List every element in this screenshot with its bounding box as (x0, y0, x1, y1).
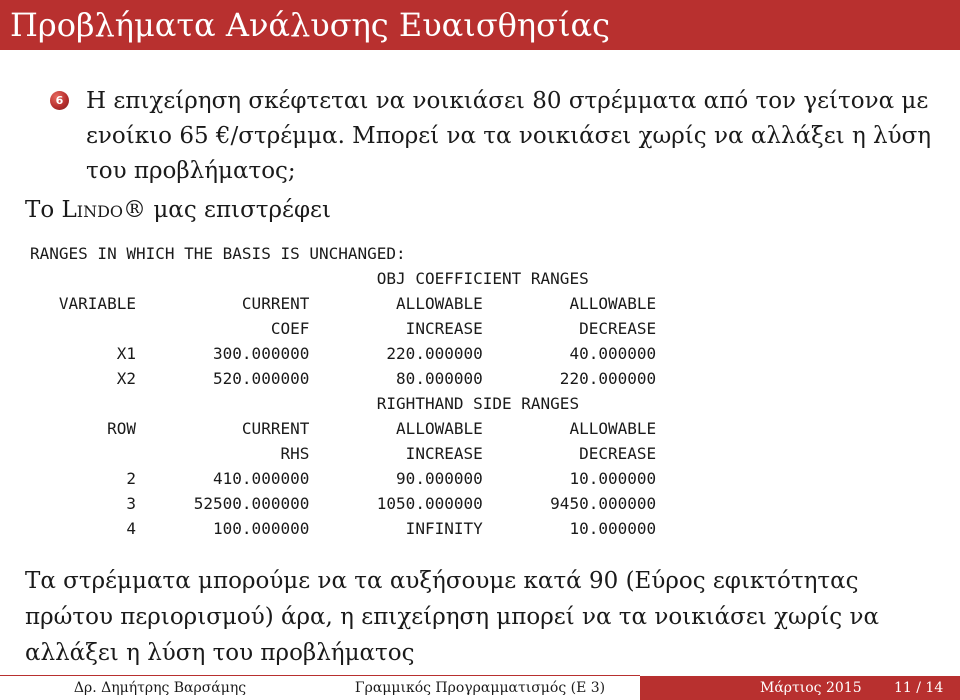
obj-table-row: X1 300.000000 220.000000 40.000000 (30, 344, 657, 363)
obj-column-headers: VARIABLE CURRENT ALLOWABLE ALLOWABLE (30, 294, 657, 313)
rhs-table-row: 3 52500.000000 1050.000000 9450.000000 (30, 494, 657, 513)
footer-bar (0, 676, 960, 700)
obj-column-headers-2: COEF INCREASE DECREASE (30, 319, 657, 338)
rhs-column-headers-2: RHS INCREASE DECREASE (30, 444, 657, 463)
obj-ranges-header: OBJ COEFFICIENT RANGES (30, 269, 589, 288)
intro-prefix: Το (25, 197, 62, 223)
rhs-ranges-header: RIGHTHAND SIDE RANGES (30, 394, 580, 413)
footer-date: Μάρτιος 2015 (760, 680, 862, 696)
basis-header: RANGES IN WHICH THE BASIS IS UNCHANGED: (30, 244, 406, 263)
lindo-name: Lindo (61, 197, 124, 223)
bullet-number-badge: 6 (50, 91, 69, 110)
intro-suffix: ® μας επιστρέφει (123, 197, 331, 223)
footer-page-number: 11 / 14 (894, 680, 944, 696)
question-text: Η επιχείρηση σκέφτεται να νοικιάσει 80 στρέμματα από τον γείτονα με ενοίκιο 65 €/στρέμμα. Μπορεί να τα νοικιάσει χωρίς να αλλάξει η λύση του προβλήματος; (86, 88, 932, 184)
rhs-table-row: 4 100.000000 INFINITY 10.000000 (30, 519, 657, 538)
footer-author: Δρ. Δημήτρης Βαρσάμης (0, 676, 320, 700)
footer-course: Γραμμικός Προγραμματισμός (Ε 3) (320, 676, 640, 700)
rhs-column-headers: ROW CURRENT ALLOWABLE ALLOWABLE (30, 419, 657, 438)
conclusion-text: Τα στρέμματα μπορούμε να τα αυξήσουμε κατά 90 (Εύρος εφικτότητας πρώτου περιορισμού) άρα, η επιχείρηση μπορεί να τα νοικιάσει χωρίς να αλλάξει η λύση του προβλήματος (25, 568, 880, 666)
obj-table-row: X2 520.000000 80.000000 220.000000 (30, 369, 657, 388)
slide-title: Προβλήματα Ανάλυσης Ευαισθησίας (0, 0, 960, 50)
footer-date-pages (640, 676, 960, 700)
intro-line (25, 193, 331, 228)
rhs-table-row: 2 410.000000 90.000000 10.000000 (30, 469, 657, 488)
